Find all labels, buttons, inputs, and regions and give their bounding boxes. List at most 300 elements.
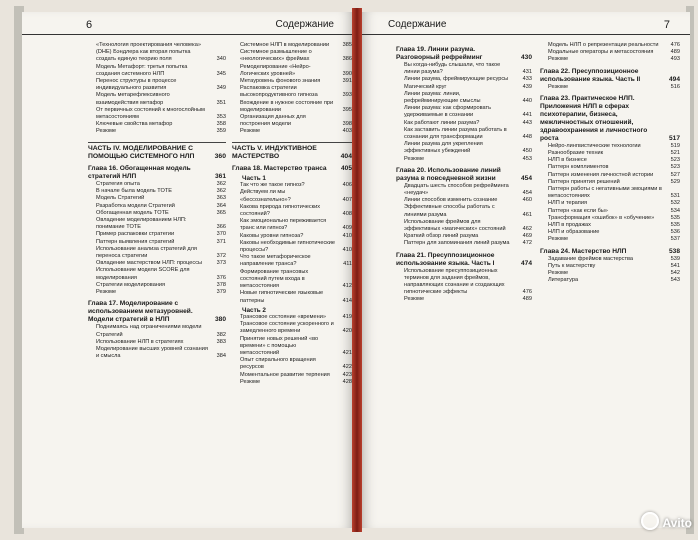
toc-entry-title: НЛП в продажах [548,222,591,229]
toc-page-number: 365 [216,209,226,216]
toc-page-number: 539 [670,255,680,262]
toc-page-number: 382 [216,331,226,338]
toc-entry [540,236,680,243]
toc-entry-title: Резюме [404,155,425,162]
toc-page-number: 351 [216,99,226,106]
toc-entry [540,179,680,186]
toc-page-number: 443 [522,119,532,126]
toc-page-number: 440 [522,98,532,105]
toc-page-number: 372 [216,253,226,260]
toc-page-number: 385 [342,42,352,48]
toc-entry [396,76,532,83]
toc-entry [232,204,352,218]
toc-entry-title: Действуем ли мы «бессознательно»? [240,189,291,203]
toc-entry [232,189,352,203]
toc-entry-title: Паттерн выявления стратегий [96,238,175,245]
watermark-text: Avito [662,516,692,530]
toc-page-number: 349 [216,85,226,92]
toc-page-number: 363 [216,195,226,202]
toc-entry [396,204,532,218]
toc-entry-title: Резюме [548,236,569,243]
toc-entry [540,84,680,91]
toc-entry-title: Так что же такое гипноз? [240,182,305,189]
toc-page-number: 523 [670,157,680,164]
toc-page-number: 395 [342,106,352,113]
toc-page-number: 340 [216,56,226,63]
toc-chapter [396,252,532,268]
toc-entry [88,289,226,296]
toc-entry-title: Использование пресуппозиционных терминов для задания фреймов, направляющих сознание и создающих гипнотические эффекты [404,267,505,296]
toc-page-number: 453 [522,155,532,162]
toc-entry [540,157,680,164]
toc-page-number: 534 [670,207,680,214]
toc-entry [232,100,352,114]
toc-page-number: 360 [214,152,226,160]
toc-entry [232,254,352,268]
toc-entry [232,269,352,291]
toc-page-number: 422 [342,364,352,371]
toc-page-number: 523 [670,164,680,171]
toc-page-number: 489 [522,296,532,303]
toc-entry-title: Глава 17. Моделирование с использованием метазуровней. Модели стратегий в НЛП [88,300,193,324]
toc-entry-title: Каковы уровни гипноза? [240,232,304,239]
toc-entry [396,219,532,233]
toc-entry [396,84,532,91]
toc-part-heading [232,142,352,161]
toc-entry-title: Глава 16. Обогащенная модель стратегий НЛП [88,165,191,181]
toc-page-number: 404 [340,152,352,160]
toc-entry-title: Овладение моделированием НЛП: понимание TOTE [96,217,187,231]
toc-entry-title: Стратегия опыта [96,181,140,188]
toc-entry-title: Резюме [96,289,117,296]
toc-entry-title: Глава 21. Пресуппозиционное использование языка. Часть I [396,251,495,267]
toc-page-number: 454 [520,174,532,182]
toc-entry [540,270,680,277]
toc-entry [88,231,226,238]
toc-entry-title: Часть 2 [242,306,266,314]
toc-column-right-a [396,42,532,304]
toc-entry-title: Принятие новых решений «во времени» с помощью метасостояний [240,335,319,356]
toc-page-number: 519 [670,142,680,149]
toc-entry-title: Резюме [548,56,569,63]
toc-page-number: 419 [342,313,352,320]
toc-entry [396,141,532,155]
toc-entry-title: Использование фреймов для эффективных «магических» состояний [404,218,506,233]
toc-entry [540,42,680,49]
toc-page-number: 379 [216,289,226,296]
toc-entry-title: Трансформация «ошибок» в «обучение» [548,214,655,221]
toc-entry [540,56,680,63]
toc-entry-title: Краткий обзор линий разума [404,233,479,240]
toc-entry [232,314,352,321]
toc-page-number: 393 [342,92,352,99]
toc-page-number: 345 [216,70,226,77]
toc-entry [232,218,352,232]
toc-entry [232,321,352,335]
toc-entry-title: Ключевые свойства метафор [96,121,173,128]
toc-entry-title: Модель метарефлексивного взаимодействия метафор [96,92,170,106]
toc-page-number: 391 [342,78,352,85]
toc-entry-title: Использование анализа стратегий для переноса стратегии [96,245,197,260]
toc-chapter [88,300,226,324]
avito-logo-icon [641,512,659,530]
toc-page-number: 423 [342,371,352,378]
toc-page-number: 411 [343,261,352,268]
toc-page-number: 532 [670,200,680,207]
toc-entry-title: Распаковка стратегии высокопродуктивного гипноза [240,85,318,99]
toc-entry-title: В начале была модель TOTE [96,188,173,195]
toc-page-number: 521 [670,150,680,157]
toc-page-number: 476 [522,289,532,296]
toc-chapter [396,46,532,62]
toc-page-number: 431 [522,69,532,76]
toc-page-number: 494 [668,75,680,83]
toc-entry-title: Модель НЛП о репрезентации реальности [548,42,659,48]
page-header [362,18,690,35]
toc-entry-title: Глава 22. Пресуппозиционное использование языка. Часть II [540,67,641,83]
toc-page-number: 405 [340,165,352,173]
toc-entry-title: Моделирование высших уровней сознания и смысла [96,345,208,360]
toc-entry-title: Разработка модели Стратегий [96,202,175,209]
toc-chapter [540,95,680,143]
toc-page-number: 398 [342,121,352,128]
toc-entry-title: Разнообразие техник [548,150,604,157]
toc-entry-title: Глава 19. Линии разума. Разговорный рефрейминг [396,46,483,61]
toc-entry [540,229,680,236]
toc-entry [540,200,680,207]
toc-entry [88,217,226,231]
toc-entry [232,379,352,386]
toc-page-number: 384 [216,353,226,360]
toc-entry-title: Стратегии моделирования [96,281,166,288]
toc-entry [232,290,352,304]
toc-entry [540,263,680,270]
toc-chapter [232,165,352,173]
toc-entry-title: Паттерн работы с негативными эмоциями в метасостояниях [548,186,662,200]
toc-page-number: 527 [670,171,680,178]
toc-entry-title: Что такое метафорическое направление транса? [240,254,311,268]
toc-entry [88,121,226,128]
toc-page-number: 448 [522,134,532,141]
toc-page-number: 370 [216,231,226,238]
toc-entry-title: Формирование трансовых состояний путем входа в метасостояния [240,268,309,290]
toc-page-number: 371 [216,238,226,245]
toc-entry-title: Системное НЛП в моделировании [240,42,330,48]
toc-chapter [540,68,680,84]
toc-entry-title: НЛП в бизнесе [548,157,587,164]
toc-page-number: 516 [670,83,680,90]
toc-page-number: 373 [216,260,226,267]
toc-entry-title: Паттерн принятия решений [548,178,620,185]
toc-entry [88,282,226,289]
toc-page-number: 407 [342,196,352,203]
toc-entry [232,49,352,63]
toc-page-number: 469 [522,233,532,240]
toc-entry [232,85,352,99]
toc-page-number: 364 [216,202,226,209]
toc-entry [232,114,352,128]
toc-page-number: 529 [670,178,680,185]
toc-page-number: 353 [216,114,226,121]
running-title: Содержание [388,19,447,30]
toc-entry-title: Линии разума: линии, рефрейминирующие смыслы [404,90,481,105]
toc-entry-title: Обогащенная модель TOTE [96,209,169,216]
toc-subpart [232,175,352,182]
toc-page-number: 359 [216,128,226,135]
toc-page-number: 390 [342,70,352,77]
page-number: 6 [86,19,93,31]
toc-entry [540,186,680,200]
toc-entry-title: ЧАСТЬ IV. МОДЕЛИРОВАНИЕ С ПОМОЩЬЮ СИСТЕМНОГО НЛП [88,144,195,160]
toc-entry [540,208,680,215]
toc-entry-title: Модель Стратегий [96,195,145,202]
toc-entry-title: Магический круг [404,83,447,90]
toc-page-number: 461 [522,211,532,218]
toc-page-number: 406 [342,182,352,189]
toc-entry [540,164,680,171]
toc-entry [396,268,532,297]
toc-entry [88,246,226,260]
toc-entry [232,357,352,371]
toc-entry [232,336,352,358]
toc-entry-title: Часть 1 [242,175,266,183]
toc-page-number: 517 [668,134,680,142]
toc-page-number: 403 [342,128,352,135]
toc-entry-title: ЧАСТЬ V. ИНДУКТИВНОЕ МАСТЕРСТВО [232,144,317,160]
toc-entry-title: Линии разума: как сформировать удерживаемые в сознании [404,105,492,119]
avito-watermark [641,512,692,530]
page-number: 7 [663,19,670,31]
toc-entry [540,143,680,150]
toc-entry-title: Ремоделирование «Нейро-Логических уровней» [240,63,311,77]
toc-entry-title: Новые гипнотические языковые паттерны [240,290,324,304]
toc-entry-title: Двадцать шесть способов рефрейминга «неудач» [404,182,509,197]
toc-entry-title: Резюме [240,128,261,135]
toc-page-number: 386 [342,56,352,63]
toc-entry-title: Вхождение в нужное состояние при моделировании [240,99,334,113]
toc-page-number: 358 [216,121,226,128]
toc-part-heading [88,142,226,161]
toc-page-number: 409 [342,225,352,232]
toc-page-number: 476 [670,42,680,48]
toc-page-number: 421 [342,349,352,356]
toc-page-number: 462 [522,226,532,233]
toc-entry-title: Резюме [96,128,117,135]
toc-entry-title: Резюме [404,296,425,303]
toc-entry [232,78,352,85]
toc-page-number: 441 [522,112,532,119]
toc-entry-title: Линии разума для укрепления эффективных убеждений [404,141,483,155]
toc-entry [396,296,532,303]
right-page [362,12,690,528]
toc-entry [396,62,532,76]
toc-entry-title: Использование модели SCORE для моделирования [96,267,190,281]
toc-entry-title: Как работают линии разума? [404,119,480,126]
toc-entry [232,233,352,240]
running-title: Содержание [275,19,334,30]
toc-entry [540,150,680,157]
toc-entry [88,267,226,281]
toc-entry [396,120,532,127]
toc-entry [88,346,226,360]
toc-chapter [540,248,680,256]
toc-entry [396,240,532,247]
toc-page-number: 410 [342,232,352,239]
toc-page-number: 493 [670,56,680,63]
toc-page-number: 489 [670,49,680,56]
toc-column-left-a [88,42,226,360]
toc-chapter [396,167,532,183]
toc-entry [540,172,680,179]
toc-entry-title: Паттерн изменения личностной истории [548,171,654,178]
toc-entry [540,256,680,263]
toc-page-number: 433 [522,76,532,83]
toc-entry-title: Каковы необходимые гипнотические процессы? [240,239,335,254]
toc-entry [232,240,352,254]
toc-entry-title: Линии разума, фреймирующие ресурсы [404,76,509,83]
toc-chapter [88,165,226,181]
toc-entry-title: Трансовое состояние «времени» [240,313,326,320]
toc-page-number: 383 [216,338,226,345]
toc-entry-title: Резюме [240,378,261,385]
toc-entry [88,42,226,64]
toc-entry [88,64,226,78]
toc-entry-title: Модальные операторы и метасостояния [548,49,654,56]
toc-entry-title: От первичных состояний к многослойным метасостояниям [96,106,205,121]
toc-entry [232,372,352,379]
toc-entry-title: Как эмоционально переживается транс или гипноз? [240,218,327,232]
toc-entry [396,197,532,204]
toc-entry [88,128,226,135]
toc-entry-title: Как заставить линии разума работать в сознании для трансформации [404,126,507,141]
toc-entry-title: Паттерн «как если бы» [548,207,608,214]
book-spine-gutter [352,8,362,532]
toc-subpart [232,307,352,314]
toc-entry-title: Нейро-лингвистические технологии [548,142,641,149]
toc-page-number: 460 [522,197,532,204]
toc-entry [396,105,532,119]
toc-entry [88,260,226,267]
toc-entry [88,78,226,92]
toc-page-number: 450 [522,148,532,155]
toc-page-number: 410 [342,247,352,254]
toc-entry [88,339,226,346]
toc-entry-title: Литература [548,277,579,284]
toc-entry-title: Моментальное развитие терпения [240,371,330,378]
toc-page-number: 537 [670,236,680,243]
toc-page-number: 538 [668,247,680,255]
toc-entry-title: НЛП и образование [548,229,600,236]
toc-page-number: 531 [670,193,680,200]
toc-column-right-b [540,42,680,284]
toc-page-number: 378 [216,281,226,288]
toc-entry [232,64,352,78]
toc-entry-title: Использование НЛП в стратегиях [96,338,184,345]
toc-entry-title: Резюме [548,83,569,90]
toc-page-number: 414 [342,297,352,304]
toc-entry [88,107,226,121]
page-header [22,18,352,35]
toc-page-number: 430 [520,54,532,61]
toc-entry [540,277,680,284]
toc-entry-title: Глава 23. Практическое НЛП. Приложения НЛП в сферах психотерапии, бизнеса, межличностных отношений, здравоохранения и личностного роста [540,94,648,142]
toc-entry [232,128,352,135]
toc-entry-title: Метауровень фонового знания [240,78,321,85]
toc-entry [232,42,352,49]
toc-column-left-b [232,42,352,386]
toc-entry-title: Модель Метафорт: третья попытка создания системного НЛП [96,63,188,77]
toc-entry-title: Паттерн комплиментов [548,164,609,171]
toc-entry-title: Путь к мастерству [548,262,596,269]
toc-entry-title: Организация данных для построения модели [240,114,306,128]
toc-entry-title: Паттерн для запоминания линий разума [404,240,510,247]
toc-entry-title: Резюме [548,270,569,277]
toc-entry-title: Овладение мастерством НЛП: процессы [96,260,203,267]
left-page [22,12,352,528]
toc-page-number: 428 [342,378,352,385]
toc-page-number: 362 [216,188,226,195]
toc-entry [88,324,226,338]
toc-entry-title: Глава 18. Мастерство транса [232,165,327,173]
toc-page-number: 535 [670,222,680,229]
toc-entry [88,239,226,246]
toc-entry [88,210,226,217]
toc-entry-title: Пример распаковки стратегии [96,231,175,238]
toc-entry [88,195,226,202]
toc-entry-title: Вы когда-нибудь слышали, что такое линии разума? [404,62,501,76]
toc-entry-title: Линии способов изменить сознание [404,197,498,204]
toc-entry-title: «Технология проектирования человека» (DHE) Бэндлера как вторая попытка создать единую теорию поля [96,42,201,63]
toc-entry [540,49,680,56]
toc-page-number: 543 [670,277,680,284]
toc-entry [88,92,226,106]
toc-entry-title: Глава 24. Мастерство НЛП [540,247,627,255]
toc-page-number: 408 [342,211,352,218]
toc-page-number: 439 [522,83,532,90]
toc-entry [88,203,226,210]
toc-entry [396,156,532,163]
toc-page-number: 541 [670,262,680,269]
toc-entry [396,91,532,105]
toc-entry-title: Эффективные способы работать с линиями разума [404,204,495,218]
toc-page-number: 420 [342,328,352,335]
toc-entry [540,222,680,229]
toc-entry-title: Опыт спирального вращения ресурсов [240,357,316,371]
toc-entry-title: НЛП и терапия [548,200,587,207]
toc-page-number: 412 [342,283,352,290]
toc-entry-title: Задавание фреймов мастерства [548,255,634,262]
toc-page-number: 361 [214,173,226,181]
toc-page-number: 380 [214,316,226,324]
toc-entry-title: Трансовое состояние ускоренного и замедленного времени [240,321,334,335]
toc-entry [88,181,226,188]
toc-entry-title: Системное размышление о «неологических» фреймах [240,49,312,63]
toc-page-number: 536 [670,229,680,236]
toc-page-number: 376 [216,274,226,281]
toc-entry-title: Перенос структуры в процессе индивидуального развития [96,78,177,92]
toc-page-number: 362 [216,181,226,188]
toc-entry-title: Глава 20. Использование линий разума в повседневной жизни [396,166,501,182]
toc-entry-title: Какова природа гипнотических состояний? [240,203,321,218]
toc-page-number: 472 [522,240,532,247]
toc-page-number: 454 [522,190,532,197]
toc-entry [396,183,532,197]
toc-page-number: 542 [670,270,680,277]
toc-page-number: 474 [520,259,532,267]
toc-entry [396,127,532,141]
toc-entry [540,215,680,222]
toc-entry-title: Поднимаясь над ограничениями модели Стратегий [96,324,202,338]
